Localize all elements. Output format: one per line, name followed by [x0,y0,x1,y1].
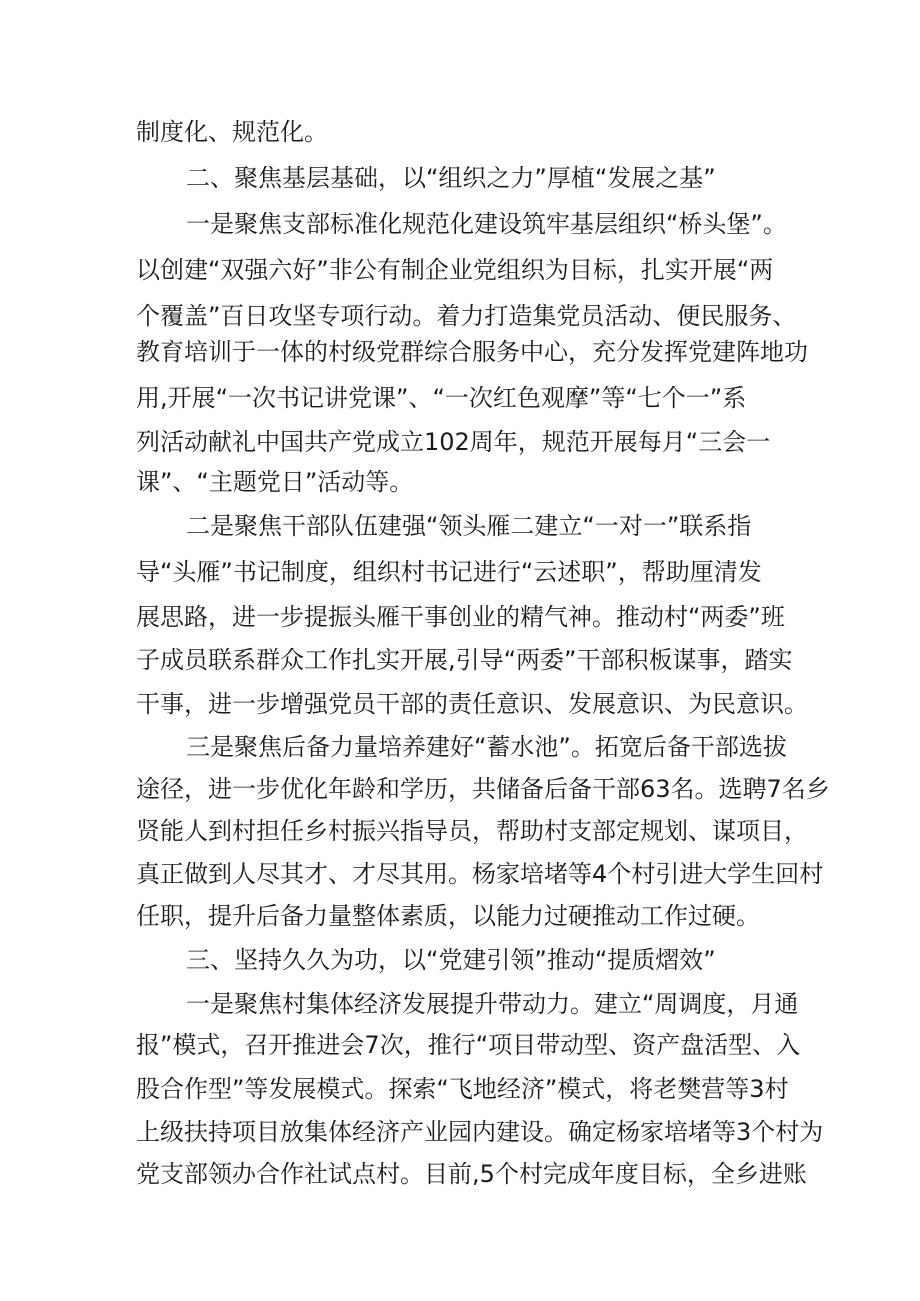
paragraph-line: 教育培训于一体的村级党群综合服务中心，充分发挥党建阵地功 [136,338,808,366]
paragraph-line: 二是聚焦干部队伍建强“领头雁二建立“一对一”联系指 [186,512,752,540]
paragraph-line: 列活动献礼中国共产党成立102周年，规范开展每月“三会一 [136,428,771,456]
paragraph-line: 上级扶持项目放集体经济产业园内建设。确定杨家培堵等3个村为 [136,1118,824,1146]
paragraph-line: 股合作型”等发展模式。探索“飞地经济”模式，将老樊营等3村 [136,1075,789,1103]
paragraph-line: 贤能人到村担任乡村振兴指导员，帮助村支部定规划、谋项目， [136,817,808,845]
section-heading: 二、聚焦基层基础，以“组织之力”厚植“发展之基” [186,164,716,192]
paragraph-line: 展思路，进一步提振头雁干事创业的精气神。推动村“两委”班 [136,603,785,631]
paragraph-line: 干事，进一步增强党员干部的责任意识、发展意识、为民意识。 [136,690,808,718]
paragraph-line: 党支部领办合作社试点村。目前,5个村完成年度目标，全乡进账 [136,1160,807,1188]
paragraph-line: 一是聚焦支部标准化规范化建设筑牢基层组织“桥头堡”。 [186,210,787,238]
paragraph-line: 真正做到人尽其才、才尽其用。杨家培堵等4个村引进大学生回村 [136,860,824,888]
text-line: 制度化、规范化。 [136,118,328,146]
paragraph-line: 以创建“双强六好”非公有制企业党组织为目标，扎实开展“两 [136,256,774,284]
paragraph-line: 报”模式，召开推进会7次，推行“项目带动型、资产盘活型、入 [136,1031,801,1059]
paragraph-line: 个覆盖”百日攻坚专项行动。着力打造集党员活动、便民服务、 [136,302,797,330]
paragraph-line: 用,开展“一次书记讲党课”、“一次红色观摩”等“七个一”系 [136,384,747,412]
paragraph-line: 途径，进一步优化年龄和学历，共储备后备干部63名。选聘7名乡 [136,775,830,803]
paragraph-line: 任职，提升后备力量整体素质，以能力过硬推动工作过硬。 [136,902,760,930]
paragraph-line: 一是聚焦村集体经济发展提升带动力。建立“周调度，月通 [186,990,799,1018]
paragraph-line: 三是聚焦后备力量培养建好“蓄水池”。拓宽后备干部选拔 [186,733,787,761]
paragraph-line: 课”、“主题党日”活动等。 [136,468,414,496]
paragraph-line: 子成员联系群众工作扎实开展,引导“两委”干部积板谋事，踏实 [136,646,793,674]
section-heading: 三、坚持久久为功，以“党建引领”推动“提质熠效” [186,946,716,974]
paragraph-line: 导“头雁”书记制度，组织村书记进行“云述职”，帮助厘清发 [136,558,762,586]
